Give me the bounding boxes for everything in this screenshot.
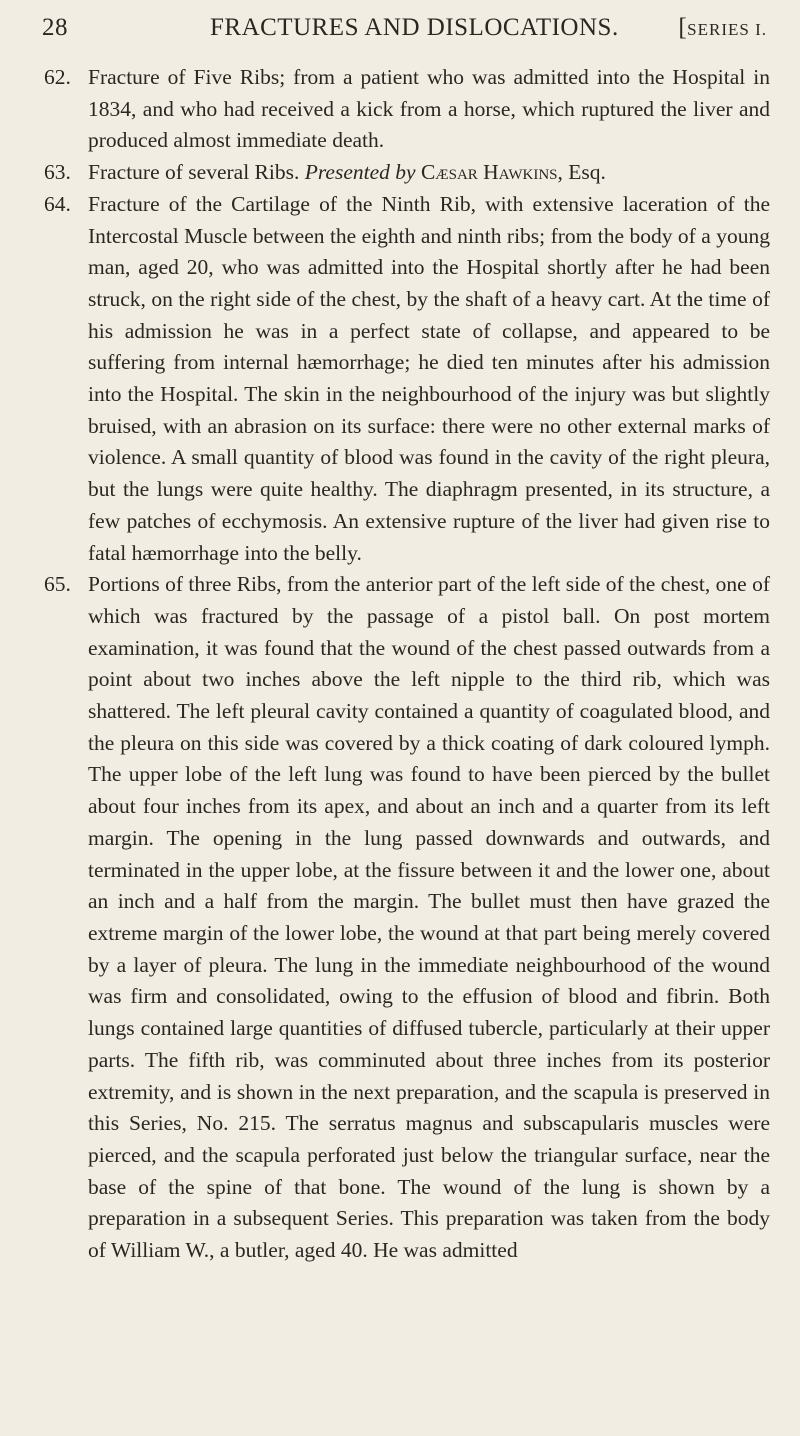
entry-number: 65.: [44, 572, 71, 597]
donor-suffix: , Esq.: [557, 160, 606, 185]
series-bracket: [: [678, 14, 688, 41]
entry-number: 63.: [44, 160, 71, 185]
entry-number: 64.: [44, 191, 71, 216]
running-title: FRACTURES AND DISLOCATIONS.: [210, 14, 619, 41]
catalogue-entry-62: [44, 62, 770, 157]
page-body: [44, 62, 770, 1267]
page-header: [42, 6, 767, 46]
series-text: SERIES I.: [687, 20, 767, 39]
page-number: 28: [42, 14, 68, 41]
entry-text: Fracture of the Cartilage of the Ninth Rib, with extensive laceration of the Intercostal Muscle between the eighth and ninth ribs; from the body of a young man, aged 20, who was admitted into the Hospital shortly after he had been struck, on the right side of the chest, by the shaft of a heavy cart. At the time of his admission he was in a perfect state of collapse, and appeared to be suffering from internal hæmorrhage; he died ten minutes after his admission into the Hospital. The skin in the neighbourhood of the injury was but slightly bruised, with an abrasion on its surface: there were no other external marks of violence. A small quantity of blood was found in the cavity of the right pleura, but the lungs were quite healthy. The diaphragm presented, in its structure, a few patches of ecchymosis. An extensive rupture of the liver had given rise to fatal hæmorrhage into the belly.: [88, 191, 770, 565]
entry-text: Portions of three Ribs, from the anterior part of the left side of the chest, one of which was fractured by the passage of a pistol ball. On post mortem examination, it was found that the wound of the chest passed outwards from a point about two inches above the left nipple to the third rib, which was shattered. The left pleural cavity contained a quantity of coagulated blood, and the pleura on this side was covered by a thick coating of dark coloured lymph. The upper lobe of the left lung was found to have been pierced by the bullet about four inches from its apex, and about an inch and a quarter from its left margin. The opening in the lung passed downwards and outwards, and terminated in the upper lobe, at the fissure between it and the lower one, about an inch and a half from the margin. The bullet must then have grazed the extreme margin of the lower lobe, the wound at that part being merely covered by a layer of pleura. The lung in the immediate neighbourhood of the wound was firm and consolidated, owing to the effusion of blood and fibrin. Both lungs contained large quantities of diffused tubercle, particularly at their upper parts. The fifth rib, was comminuted about three inches from its posterior extremity, and is shown in the next preparation, and the scapula is preserved in this Series, No. 215. The serratus magnus and subscapularis muscles were pierced, and the scapula perforated just below the triangular surface, near the base of the spine of that bone. The wound of the lung is shown by a preparation in a subsequent Series. This preparation was taken from the body of William W., a butler, aged 40. He was admitted: [88, 572, 770, 1263]
presented-by-label: Presented by: [304, 160, 416, 185]
entry-number: 62.: [44, 65, 71, 89]
entry-text: Fracture of Five Ribs; from a patient who was admitted into the Hospital in 1834, and who had received a kick from a horse, which ruptured the liver and produced almost immediate death.: [88, 65, 770, 153]
catalogue-entry-63: [44, 157, 770, 189]
entry-text: Fracture of several Ribs.: [88, 160, 300, 185]
series-label: [678, 14, 767, 42]
catalogue-entry-65: [44, 569, 770, 1266]
catalogue-entry-64: [44, 189, 770, 569]
donor-name: Cæsar Hawkins: [420, 160, 558, 185]
